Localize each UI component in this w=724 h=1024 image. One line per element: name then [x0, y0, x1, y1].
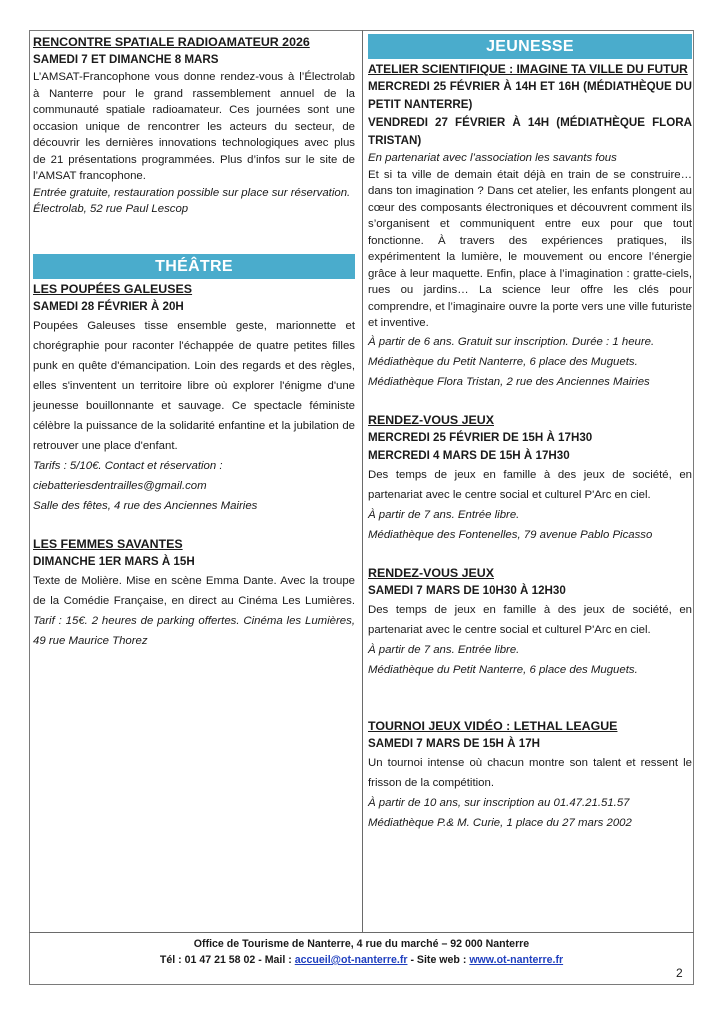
footer-website-link[interactable]: www.ot-nanterre.fr — [469, 954, 564, 966]
event-date: SAMEDI 28 FÉVRIER À 20H — [33, 299, 184, 313]
event-date: SAMEDI 7 ET DIMANCHE 8 MARS — [33, 53, 219, 66]
event-date: VENDREDI 27 FÉVRIER À 14H (MÉDIATHÈQUE FLORA TRISTAN) — [368, 116, 692, 147]
event-description: Un tournoi intense où chacun montre son talent et ressent le frisson de la compétition. — [368, 756, 692, 789]
event-info: Entrée gratuite, restauration possible sur place sur réservation. — [33, 186, 351, 199]
section-banner-jeunesse: JEUNESSE — [368, 34, 692, 59]
event-date: DIMANCHE 1ER MARS À 15H — [33, 554, 195, 568]
left-column — [33, 34, 355, 669]
event-location: Médiathèque des Fontenelles, 79 avenue Pablo Picasso — [368, 528, 653, 541]
event-info: À partir de 10 ans, sur inscription au 01.47.21.51.57 — [368, 796, 630, 809]
event-title: LES POUPÉES GALEUSES — [33, 281, 193, 296]
event-atelier-scientifique — [368, 61, 692, 392]
event-location: Médiathèque du Petit Nanterre, 6 place des Muguets. — [368, 663, 638, 676]
event-location: Médiathèque du Petit Nanterre, 6 place des Muguets. — [368, 355, 638, 368]
event-info: Tarifs : 5/10€. Contact et réservation : — [33, 459, 223, 472]
event-date: MERCREDI 25 FÉVRIER À 14H ET 16H (MÉDIATHÈQUE DU PETIT NANTERRE) — [368, 80, 692, 111]
event-title: LES FEMMES SAVANTES — [33, 536, 183, 551]
event-description: Poupées Galeuses tisse ensemble geste, marionnette et chorégraphie pour raconter l'échappée de quatre petites filles punk en quête d'émancipation. Loin des regards et des règles, elles s'inventent un territoire libre où explorer l'énigme d'une jeunesse bouillonnante et sauvage. Ce spectacle féministe célèbre la puissance de la solidarité enfantine et la jubilation de retrouver une place d'enfant. — [33, 319, 355, 452]
event-location: Médiathèque Flora Tristan, 2 rue des Anciennes Mairies — [368, 375, 650, 388]
right-column — [368, 34, 692, 851]
event-title: TOURNOI JEUX VIDÉO : LETHAL LEAGUE — [368, 718, 618, 733]
event-location: Médiathèque P.& M. Curie, 1 place du 27 mars 2002 — [368, 816, 632, 829]
event-poupees-galeuses — [33, 281, 355, 516]
column-divider — [362, 30, 363, 932]
footer-tel: Tél : 01 47 21 58 02 - Mail : — [159, 954, 295, 966]
footer-site-label: - Site web : — [407, 954, 470, 966]
page-number: 2 — [676, 966, 683, 980]
event-date: MERCREDI 25 FÉVRIER DE 15H À 17H30 — [368, 430, 593, 444]
event-title: ATELIER SCIENTIFIQUE : IMAGINE TA VILLE DU FUTUR — [368, 62, 688, 76]
event-contact-email: ciebatteriesdentrailles@gmail.com — [33, 479, 207, 492]
event-description: Des temps de jeux en famille à des jeux de société, en partenariat avec le centre social et culturel P'Arc en ciel. — [368, 468, 692, 501]
event-rencontre-spatiale — [33, 34, 355, 218]
event-description-block — [33, 571, 355, 651]
event-description: L’AMSAT-Francophone vous donne rendez-vous à l’Électrolab à Nanterre pour le grand rassemblement annuel de la communauté spatiale radioamateur. Ces journées sont une occasion unique de rencontrer les acteurs du secteur, de découvrir les dernières innovations technologiques avec plus de 21 présentations programmées. Plus d’infos sur le site de l’AMSAT francophone. — [33, 71, 355, 182]
event-tournoi-jeux-video — [368, 718, 692, 833]
event-location: Électrolab, 52 rue Paul Lescop — [33, 203, 189, 215]
event-title: RENDEZ-VOUS JEUX — [368, 412, 494, 427]
event-date: MERCREDI 4 MARS DE 15H À 17H30 — [368, 448, 570, 462]
section-banner-theatre: THÉÂTRE — [33, 254, 355, 279]
footer-contact-line — [29, 952, 694, 968]
event-info: À partir de 7 ans. Entrée libre. — [368, 508, 520, 521]
event-info: À partir de 6 ans. Gratuit sur inscription. Durée : 1 heure. — [368, 335, 655, 348]
footer — [29, 936, 694, 968]
event-info: Tarif : 15€. 2 heures de parking offertes. Cinéma les Lumières, 49 rue Maurice Thorez — [33, 614, 355, 647]
event-description: Texte de Molière. Mise en scène Emma Dante. Avec la troupe de la Comédie Française, en direct au Cinéma Les Lumières. — [33, 574, 355, 607]
event-rendez-vous-jeux-2 — [368, 565, 692, 680]
event-location: Salle des fêtes, 4 rue des Anciennes Mairies — [33, 499, 258, 512]
event-title: RENCONTRE SPATIALE RADIOAMATEUR 2026 — [33, 35, 310, 49]
event-title: RENDEZ-VOUS JEUX — [368, 565, 494, 580]
event-partner: En partenariat avec l’association les savants fous — [368, 152, 617, 164]
footer-address: Office de Tourisme de Nanterre, 4 rue du marché – 92 000 Nanterre — [193, 938, 530, 950]
event-description: Et si ta ville de demain était déjà en train de se construire… dans ton imagination ? Dans cet atelier, les enfants plongent au cœur des composants électroniques et découvrent comment ils s’organisent et communiquent entre eux pour que tout fonctionne. À travers des expériences pratiques, ils expérimentent la lumière, le mouvement ou encore l’énergie grâce à leur maquette. Enfin, place à l’imagination : gratte-ciels, rues ou jardins… La science leur offre les clés pour comprendre, et l’imaginaire ouvre la porte vers une ville futuriste et inventive. — [368, 168, 692, 329]
event-date: SAMEDI 7 MARS DE 15H À 17H — [368, 736, 541, 750]
event-rendez-vous-jeux-1 — [368, 412, 692, 545]
footer-divider — [29, 932, 694, 933]
event-date: SAMEDI 7 MARS DE 10H30 À 12H30 — [368, 583, 566, 597]
event-femmes-savantes — [33, 536, 355, 651]
event-description: Des temps de jeux en famille à des jeux de société, en partenariat avec le centre social et culturel P'Arc en ciel. — [368, 603, 692, 636]
footer-email-link[interactable]: accueil@ot-nanterre.fr — [294, 954, 408, 966]
event-info: À partir de 7 ans. Entrée libre. — [368, 643, 520, 656]
